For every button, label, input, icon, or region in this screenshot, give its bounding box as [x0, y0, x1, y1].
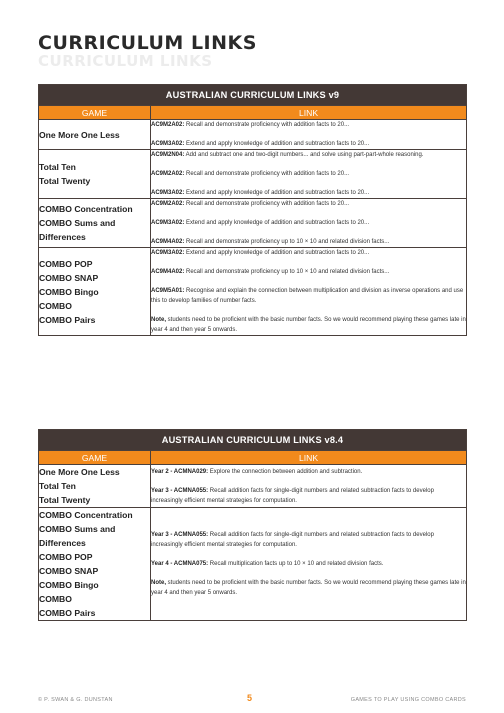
link-cell [151, 465, 467, 508]
game-name: One More One Less [39, 129, 120, 140]
curriculum-link [151, 559, 466, 569]
curriculum-code: AC9M3A02: [151, 250, 185, 256]
curriculum-description: Recall addition facts for single-digit numbers and related subtraction facts to develop increasingly efficient mental strategies for computation. [151, 532, 434, 548]
curriculum-link [151, 315, 466, 335]
curriculum-table-v8-4 [38, 429, 467, 621]
game-name: COMBO [39, 300, 72, 311]
table-row [39, 199, 467, 248]
curriculum-table-v9 [38, 84, 467, 336]
curriculum-code: AC9M3A02: [151, 190, 185, 196]
curriculum-description: Extend and apply knowledge of addition and subtraction facts to 20... [184, 190, 370, 196]
curriculum-code: AC9M2A02: [151, 171, 185, 177]
curriculum-description: Recall multiplication facts up to 10 × 10 and related division facts. [208, 561, 384, 567]
game-name: COMBO SNAP [39, 566, 99, 576]
game-name: COMBO Pairs [39, 608, 96, 618]
column-header-game: GAME [39, 106, 151, 120]
link-cell [151, 120, 467, 150]
game-cell [39, 120, 151, 150]
curriculum-code: AC9M3A02: [151, 141, 185, 147]
curriculum-link [151, 237, 466, 247]
table-row [39, 150, 467, 199]
link-cell [151, 150, 467, 199]
footer-credit: © P. SWAN & G. DUNSTAN [38, 697, 113, 703]
game-cell [39, 508, 151, 621]
game-name: COMBO POP [39, 258, 93, 269]
title-shadow: CURRICULUM LINKS [38, 52, 213, 70]
table-heading: AUSTRALIAN CURRICULUM LINKS v8.4 [39, 430, 467, 451]
curriculum-code: Note, [151, 580, 166, 586]
column-header-game: GAME [39, 451, 151, 465]
curriculum-link [151, 120, 466, 130]
game-name: COMBO POP [39, 552, 93, 562]
curriculum-code: Year 3 - ACMNA055: [151, 532, 209, 538]
game-cell [39, 199, 151, 248]
curriculum-code: Note, [151, 317, 166, 323]
curriculum-link [151, 286, 466, 306]
page-number: 5 [247, 693, 253, 703]
table-heading: AUSTRALIAN CURRICULUM LINKS v9 [39, 85, 467, 106]
curriculum-code: AC9M2A02: [151, 122, 185, 128]
curriculum-link [151, 218, 466, 228]
table-row [39, 465, 467, 508]
table-row [39, 248, 467, 336]
game-name: COMBO Sums and Differences [39, 218, 116, 242]
game-name: Total Ten [39, 481, 76, 491]
curriculum-code: Year 3 - ACMNA055: [151, 487, 209, 494]
game-name: COMBO Sums and Differences [39, 524, 116, 548]
game-name: COMBO Concentration [39, 204, 133, 214]
curriculum-link [151, 578, 466, 598]
curriculum-description: Add and subtract one and two-digit numbers... and solve using part-part-whole reasoning. [184, 152, 424, 158]
curriculum-link [151, 467, 466, 477]
curriculum-link [151, 199, 466, 209]
game-name: COMBO Bingo [39, 286, 99, 297]
game-name: COMBO Pairs [39, 314, 96, 325]
curriculum-description: Recognise and explain the connection between multiplication and division as inverse operations and use this to develop families of number facts. [151, 288, 464, 304]
curriculum-link [151, 530, 466, 550]
column-header-link: LINK [151, 451, 467, 465]
curriculum-code: AC9M3A02: [151, 220, 185, 226]
curriculum-link [151, 267, 466, 277]
game-name: COMBO SNAP [39, 272, 99, 283]
game-name: COMBO [39, 594, 72, 604]
curriculum-link [151, 150, 466, 160]
curriculum-description: Extend and apply knowledge of addition and subtraction facts to 20... [184, 141, 370, 147]
game-name: Total Twenty [39, 176, 91, 186]
curriculum-description: Extend and apply knowledge of addition and subtraction facts to 20... [184, 250, 370, 256]
curriculum-description: Recall and demonstrate proficiency up to 10 × 10 and related division facts... [184, 269, 390, 275]
column-header-link: LINK [151, 106, 467, 120]
curriculum-link [151, 248, 466, 258]
game-name: Total Ten [39, 162, 76, 172]
curriculum-code: AC9M2A02: [151, 201, 185, 207]
curriculum-code: Year 2 - ACMNA029: [151, 468, 209, 475]
curriculum-link [151, 188, 466, 198]
curriculum-description: Recall and demonstrate proficiency with addition facts to 20... [184, 171, 350, 177]
curriculum-code: AC9M5A01: [151, 288, 185, 294]
game-name: Total Twenty [39, 495, 91, 505]
page-title: CURRICULUM LINKS [38, 32, 257, 54]
game-name: COMBO Bingo [39, 580, 99, 590]
footer-book-title: GAMES TO PLAY USING COMBO CARDS [350, 697, 466, 703]
table-row [39, 120, 467, 150]
curriculum-link [151, 486, 466, 506]
curriculum-link [151, 139, 466, 149]
curriculum-code: AC9M2N04: [151, 152, 185, 158]
game-name: COMBO Concentration [39, 510, 133, 520]
game-name: One More One Less [39, 467, 120, 477]
curriculum-description: Recall and demonstrate proficiency with addition facts to 20... [184, 122, 350, 128]
curriculum-code: AC9M4A02: [151, 239, 185, 245]
curriculum-description: Recall and demonstrate proficiency up to 10 × 10 and related division facts... [184, 239, 390, 245]
curriculum-description: students need to be proficient with the basic number facts. So we would recommend playing these games late in year 4 and then year 5 onwards. [151, 580, 466, 596]
link-cell [151, 248, 467, 336]
game-cell [39, 465, 151, 508]
table-row [39, 508, 467, 621]
curriculum-code: Year 4 - ACMNA075: [151, 561, 209, 567]
curriculum-code: AC9M4A02: [151, 269, 185, 275]
curriculum-description: students need to be proficient with the basic number facts. So we would recommend playing these games late in year 4 and then year 5 onwards. [151, 317, 466, 333]
curriculum-description: Recall and demonstrate proficiency with addition facts to 20... [184, 201, 350, 207]
game-cell [39, 150, 151, 199]
game-cell [39, 248, 151, 336]
link-cell [151, 199, 467, 248]
curriculum-description: Explore the connection between addition and subtraction. [208, 468, 363, 475]
link-cell [151, 508, 467, 621]
curriculum-link [151, 169, 466, 179]
curriculum-description: Extend and apply knowledge of addition and subtraction facts to 20... [184, 220, 370, 226]
curriculum-description: Recall addition facts for single-digit numbers and related subtraction facts to develop increasingly efficient mental strategies for computation. [151, 487, 434, 504]
